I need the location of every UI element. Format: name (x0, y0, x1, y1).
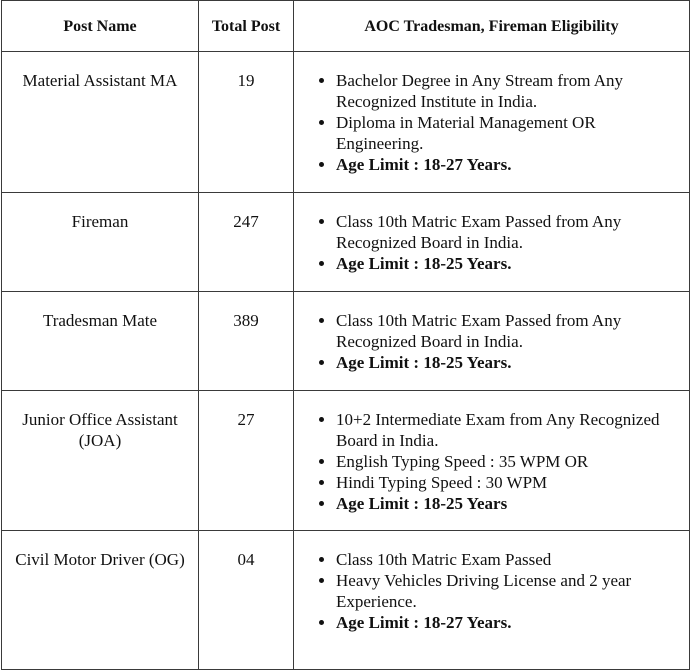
eligibility-cell (294, 193, 690, 292)
eligibility-list (294, 211, 679, 274)
eligibility-item: • Diploma in Material Management OR Engineering. (336, 112, 679, 154)
eligibility-item: • Heavy Vehicles Driving License and 2 year Experience. (336, 570, 679, 612)
age-limit: • Age Limit : 18-27 Years. (336, 612, 679, 633)
table-row (2, 531, 690, 670)
header-total-post: Total Post (199, 1, 294, 52)
age-limit: • Age Limit : 18-27 Years. (336, 154, 679, 175)
eligibility-cell (294, 531, 690, 670)
total-post-cell: 27 (199, 391, 294, 531)
post-name-cell: Tradesman Mate (2, 292, 199, 391)
eligibility-cell (294, 391, 690, 531)
table-row (2, 193, 690, 292)
eligibility-item: • Hindi Typing Speed : 30 WPM (336, 472, 679, 493)
age-limit: • Age Limit : 18-25 Years. (336, 352, 679, 373)
post-name-cell: Junior Office Assistant (JOA) (2, 391, 199, 531)
eligibility-item: • 10+2 Intermediate Exam from Any Recognized Board in India. (336, 409, 679, 451)
post-name-cell: Civil Motor Driver (OG) (2, 531, 199, 670)
total-post-cell: 247 (199, 193, 294, 292)
table-row (2, 292, 690, 391)
eligibility-item: • Bachelor Degree in Any Stream from Any Recognized Institute in India. (336, 70, 679, 112)
eligibility-list (294, 310, 679, 373)
header-post-name: Post Name (2, 1, 199, 52)
table-row (2, 52, 690, 193)
post-name-cell: Fireman (2, 193, 199, 292)
eligibility-table (1, 0, 690, 670)
eligibility-list (294, 70, 679, 175)
eligibility-item: • Class 10th Matric Exam Passed from Any Recognized Board in India. (336, 310, 679, 352)
total-post-cell: 389 (199, 292, 294, 391)
total-post-cell: 19 (199, 52, 294, 193)
eligibility-list (294, 409, 679, 514)
age-limit: • Age Limit : 18-25 Years (336, 493, 679, 514)
header-eligibility: AOC Tradesman, Fireman Eligibility (294, 1, 690, 52)
eligibility-item: • English Typing Speed : 35 WPM OR (336, 451, 679, 472)
eligibility-cell (294, 292, 690, 391)
post-name-cell: Material Assistant MA (2, 52, 199, 193)
eligibility-item: • Class 10th Matric Exam Passed from Any Recognized Board in India. (336, 211, 679, 253)
table-header-row (2, 1, 690, 52)
eligibility-list (294, 549, 679, 633)
eligibility-item: • Class 10th Matric Exam Passed (336, 549, 679, 570)
eligibility-cell (294, 52, 690, 193)
table-row (2, 391, 690, 531)
age-limit: • Age Limit : 18-25 Years. (336, 253, 679, 274)
total-post-cell: 04 (199, 531, 294, 670)
